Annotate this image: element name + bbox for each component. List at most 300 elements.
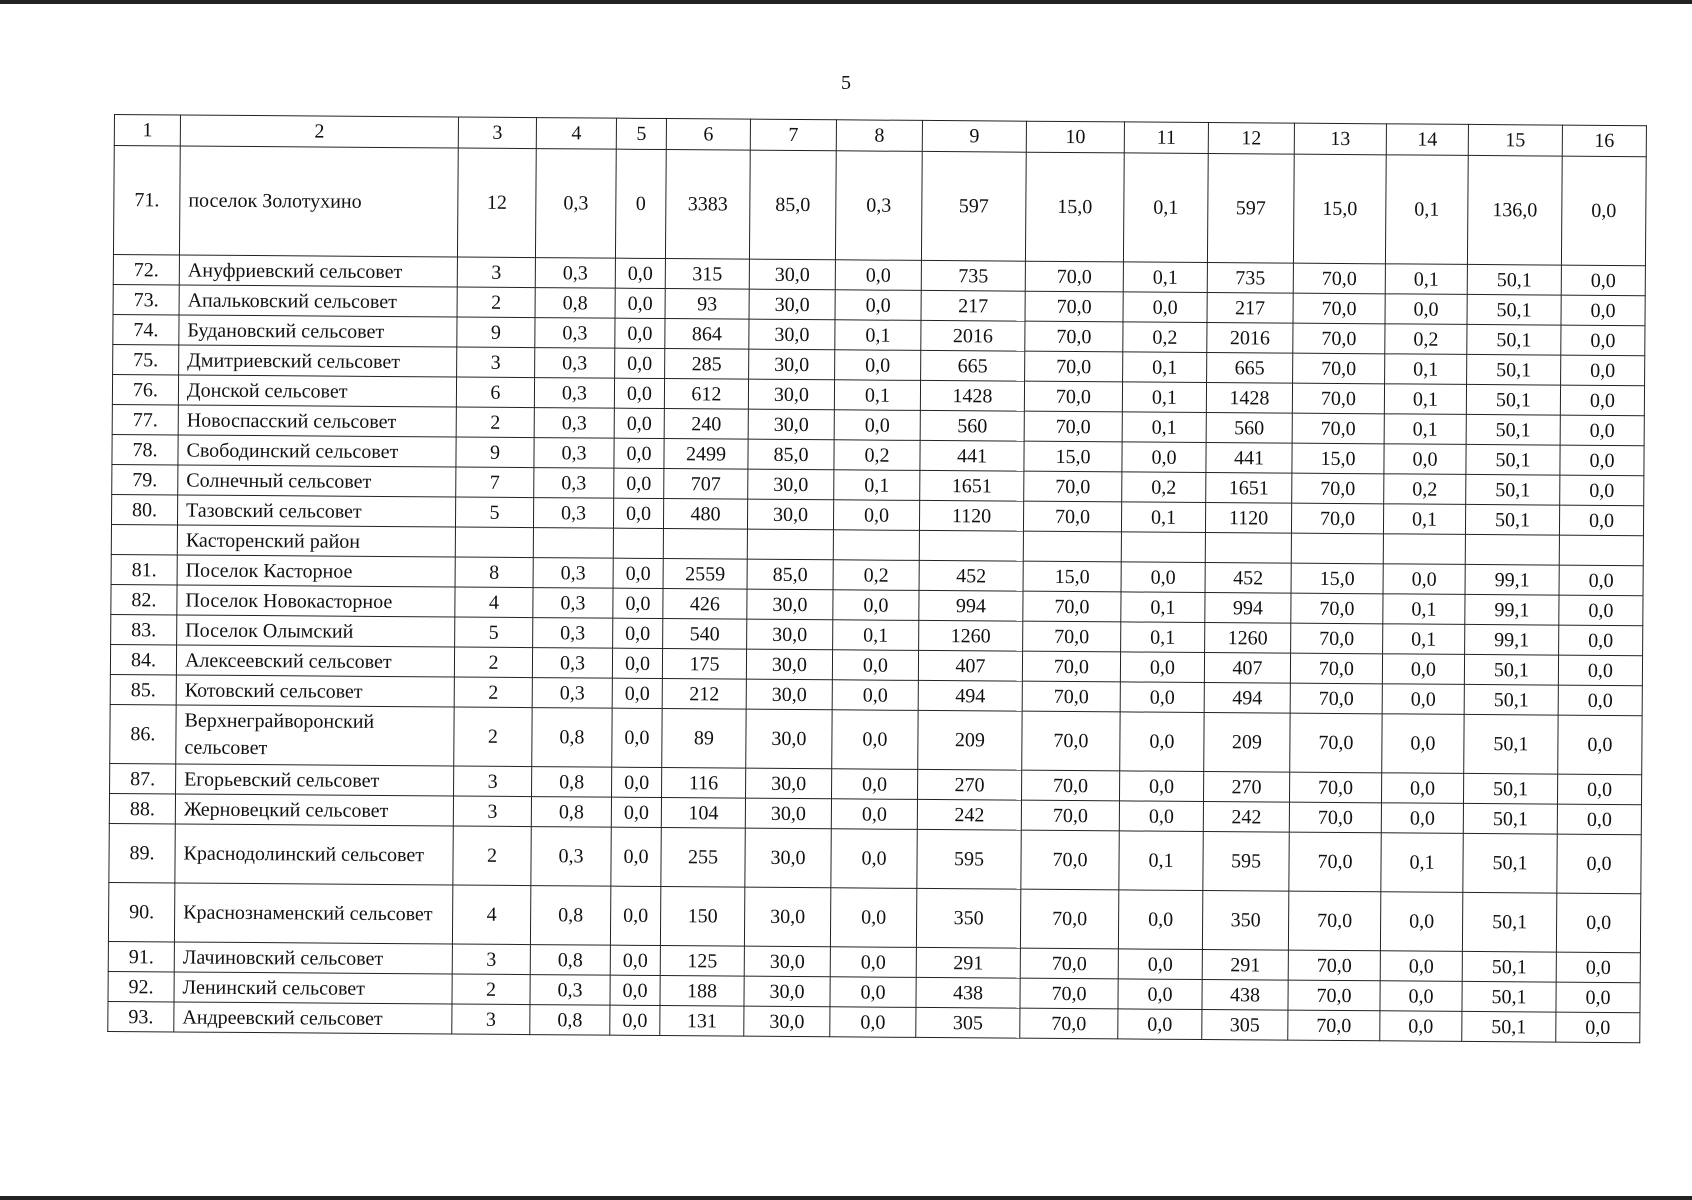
row-number-cell: 84. — [110, 644, 176, 674]
value-cell: 0,3 — [534, 408, 614, 439]
value-cell — [1465, 534, 1559, 565]
value-cell: 99,1 — [1465, 624, 1559, 655]
value-cell: 0,0 — [1121, 562, 1205, 593]
value-cell: 0,1 — [1381, 833, 1463, 893]
settlement-name-cell: Новоспасский сельсовет — [178, 405, 456, 437]
value-cell: 6 — [456, 377, 534, 408]
value-cell: 70,0 — [1024, 381, 1122, 412]
value-cell: 30,0 — [747, 619, 833, 650]
value-cell: 0,1 — [834, 470, 920, 501]
value-cell: 5 — [455, 497, 533, 528]
scan-edge-top — [0, 0, 1692, 4]
value-cell: 0,3 — [533, 588, 613, 619]
value-cell: 50,1 — [1465, 504, 1559, 535]
value-cell: 0,0 — [1119, 771, 1203, 802]
value-cell: 5 — [455, 617, 533, 648]
value-cell: 15,0 — [1023, 561, 1121, 592]
value-cell: 0,0 — [614, 438, 664, 468]
value-cell: 2 — [452, 974, 530, 1005]
value-cell: 0,1 — [1121, 592, 1205, 623]
value-cell: 0,3 — [533, 558, 613, 589]
value-cell: 50,1 — [1466, 444, 1560, 475]
column-number-cell: 16 — [1562, 125, 1646, 157]
value-cell: 2 — [457, 287, 535, 318]
value-cell: 0,0 — [830, 947, 916, 978]
value-cell: 116 — [662, 768, 746, 799]
row-number-cell: 89. — [109, 823, 175, 882]
value-cell: 407 — [918, 650, 1022, 681]
value-cell: 0,1 — [1383, 624, 1465, 655]
value-cell: 70,0 — [1021, 800, 1119, 831]
value-cell: 0,0 — [1380, 951, 1462, 982]
value-cell: 438 — [1202, 980, 1288, 1011]
value-cell: 1120 — [1205, 503, 1291, 534]
value-cell: 30,0 — [746, 649, 832, 680]
value-cell: 70,0 — [1291, 593, 1383, 624]
value-cell: 89 — [662, 709, 746, 769]
value-cell: 2016 — [1207, 323, 1293, 354]
value-cell: 0,0 — [1561, 265, 1645, 296]
value-cell: 0,0 — [833, 590, 919, 621]
row-number-cell: 73. — [113, 284, 179, 314]
value-cell: 0,0 — [1556, 982, 1640, 1013]
value-cell: 994 — [1205, 593, 1291, 624]
value-cell: 1428 — [920, 380, 1024, 411]
value-cell: 0,0 — [831, 829, 917, 889]
value-cell: 15,0 — [1292, 443, 1384, 474]
value-cell: 150 — [660, 887, 744, 947]
value-cell: 0,1 — [1385, 155, 1468, 265]
scan-edge-bottom — [0, 1196, 1692, 1200]
data-table — [107, 114, 1647, 1043]
value-cell: 0,2 — [1384, 474, 1466, 505]
value-cell: 70,0 — [1025, 321, 1123, 352]
settlement-name-cell: Поселок Олымский — [177, 615, 455, 647]
value-cell: 612 — [664, 379, 748, 410]
value-cell: 242 — [1203, 802, 1289, 833]
value-cell: 285 — [665, 349, 749, 380]
value-cell: 70,0 — [1020, 889, 1118, 949]
value-cell: 291 — [916, 947, 1020, 978]
value-cell: 70,0 — [1293, 323, 1385, 354]
value-cell: 0,1 — [1122, 412, 1206, 443]
value-cell: 0,1 — [1384, 384, 1466, 415]
value-cell: 70,0 — [1023, 501, 1121, 532]
value-cell: 0,0 — [1556, 893, 1640, 953]
row-number-cell: 76. — [112, 374, 178, 404]
column-number-cell: 3 — [458, 117, 536, 149]
row-number-cell — [111, 524, 177, 554]
row-number-cell: 90. — [108, 882, 174, 941]
value-cell: 0,1 — [833, 620, 919, 651]
value-cell: 217 — [921, 290, 1025, 321]
value-cell: 0,1 — [1122, 382, 1206, 413]
value-cell: 0,0 — [615, 318, 665, 348]
settlement-name-cell: Свободинский сельсовет — [178, 435, 456, 467]
value-cell: 0,0 — [1380, 892, 1462, 952]
value-cell: 0,0 — [1557, 774, 1641, 805]
value-cell: 50,1 — [1463, 803, 1557, 834]
value-cell: 1120 — [919, 500, 1023, 531]
value-cell: 0,0 — [833, 500, 919, 531]
value-cell: 15,0 — [1024, 441, 1122, 472]
row-number-cell: 80. — [111, 494, 177, 524]
row-number-cell: 83. — [111, 614, 177, 644]
value-cell: 70,0 — [1288, 980, 1380, 1011]
value-cell: 407 — [1204, 653, 1290, 684]
column-number-cell: 9 — [922, 120, 1026, 152]
value-cell: 0,0 — [613, 618, 663, 648]
value-cell: 0,0 — [1556, 952, 1640, 983]
value-cell: 494 — [1204, 683, 1290, 714]
value-cell: 0,3 — [530, 975, 610, 1006]
value-cell: 70,0 — [1020, 1008, 1118, 1039]
settlement-name-cell: поселок Золотухино — [179, 146, 458, 257]
value-cell: 0,0 — [1559, 565, 1643, 596]
value-cell: 50,1 — [1467, 324, 1561, 355]
value-cell: 0,0 — [1123, 292, 1207, 323]
value-cell — [533, 528, 613, 559]
value-cell: 3 — [457, 257, 535, 288]
column-number-cell: 12 — [1208, 123, 1294, 155]
column-number-cell: 13 — [1294, 123, 1386, 155]
column-number-cell: 4 — [536, 118, 616, 150]
row-number-cell: 88. — [109, 793, 175, 823]
value-cell: 0,0 — [1561, 325, 1645, 356]
value-cell: 85,0 — [747, 559, 833, 590]
value-cell: 70,0 — [1020, 978, 1118, 1009]
value-cell: 0,0 — [1383, 564, 1465, 595]
settlement-name-cell: Верхнеграйворонский сельсовет — [176, 705, 454, 766]
value-cell: 131 — [660, 1006, 744, 1037]
table-row — [113, 146, 1646, 266]
value-cell: 70,0 — [1021, 830, 1119, 890]
value-cell: 70,0 — [1289, 832, 1381, 892]
value-cell: 0,2 — [833, 560, 919, 591]
value-cell: 0,1 — [1123, 153, 1208, 263]
value-cell: 9 — [457, 317, 535, 348]
value-cell — [1383, 534, 1465, 565]
row-number-cell: 86. — [110, 704, 176, 763]
value-cell: 665 — [921, 350, 1025, 381]
value-cell: 70,0 — [1022, 651, 1120, 682]
value-cell: 0,0 — [610, 975, 660, 1005]
value-cell: 0,3 — [532, 648, 612, 679]
value-cell — [1121, 532, 1205, 563]
value-cell: 0 — [615, 149, 666, 258]
value-cell: 104 — [661, 798, 745, 829]
value-cell: 30,0 — [748, 379, 834, 410]
settlement-name-cell: Лачиновский сельсовет — [174, 942, 452, 974]
value-cell: 0,0 — [1559, 505, 1643, 536]
value-cell: 1260 — [1205, 623, 1291, 654]
value-cell: 0,0 — [1380, 981, 1462, 1012]
value-cell: 50,1 — [1462, 892, 1556, 952]
value-cell: 0,1 — [1385, 264, 1467, 295]
value-cell: 560 — [920, 410, 1024, 441]
row-number-cell: 75. — [113, 344, 179, 374]
value-cell: 209 — [1204, 713, 1290, 773]
value-cell: 864 — [665, 319, 749, 350]
value-cell: 30,0 — [744, 946, 830, 977]
value-cell: 0,2 — [1122, 472, 1206, 503]
value-cell: 125 — [660, 946, 744, 977]
value-cell: 0,0 — [613, 558, 663, 588]
value-cell: 0,0 — [831, 769, 917, 800]
value-cell: 0,0 — [834, 410, 920, 441]
value-cell: 0,0 — [1382, 714, 1464, 774]
value-cell: 0,3 — [533, 618, 613, 649]
value-cell: 441 — [1206, 443, 1292, 474]
value-cell: 30,0 — [745, 798, 831, 829]
value-cell: 0,8 — [530, 945, 610, 976]
value-cell: 0,0 — [1122, 442, 1206, 473]
value-cell: 0,1 — [1121, 502, 1205, 533]
value-cell: 70,0 — [1293, 293, 1385, 324]
value-cell: 30,0 — [744, 1006, 830, 1037]
value-cell: 1260 — [919, 620, 1023, 651]
value-cell: 438 — [916, 977, 1020, 1008]
value-cell: 0,0 — [1382, 654, 1464, 685]
row-number-cell: 82. — [111, 584, 177, 614]
value-cell: 270 — [917, 769, 1021, 800]
value-cell: 0,0 — [615, 258, 665, 288]
value-cell: 70,0 — [1288, 1010, 1380, 1041]
value-cell: 3 — [454, 766, 532, 797]
value-cell: 30,0 — [746, 768, 832, 799]
value-cell: 70,0 — [1022, 711, 1120, 771]
value-cell: 3 — [453, 796, 531, 827]
value-cell: 70,0 — [1292, 473, 1384, 504]
value-cell: 242 — [917, 799, 1021, 830]
value-cell: 50,1 — [1464, 714, 1558, 774]
value-cell: 0,0 — [1382, 684, 1464, 715]
value-cell: 0,0 — [612, 678, 662, 708]
value-cell: 12 — [457, 148, 536, 258]
column-number-cell: 5 — [616, 118, 666, 149]
value-cell: 30,0 — [746, 709, 832, 769]
value-cell: 1651 — [1206, 473, 1292, 504]
value-cell: 2 — [453, 826, 531, 886]
value-cell: 0,2 — [1385, 324, 1467, 355]
value-cell: 30,0 — [749, 289, 835, 320]
value-cell: 0,3 — [532, 678, 612, 709]
value-cell: 480 — [663, 499, 747, 530]
settlement-name-cell: Ленинский сельсовет — [174, 972, 452, 1004]
value-cell: 0,0 — [1559, 595, 1643, 626]
value-cell: 30,0 — [748, 469, 834, 500]
value-cell: 0,0 — [1557, 834, 1641, 894]
value-cell: 0,0 — [1561, 156, 1646, 266]
value-cell: 0,0 — [1119, 801, 1203, 832]
value-cell: 994 — [919, 590, 1023, 621]
settlement-name-cell: Поселок Касторное — [177, 555, 455, 587]
row-number-cell: 77. — [112, 404, 178, 434]
value-cell: 99,1 — [1465, 594, 1559, 625]
value-cell: 291 — [1202, 950, 1288, 981]
value-cell: 270 — [1203, 772, 1289, 803]
value-cell: 595 — [917, 829, 1021, 889]
value-cell: 0,1 — [1119, 831, 1203, 891]
value-cell: 2016 — [921, 320, 1025, 351]
value-cell: 0,0 — [835, 350, 921, 381]
column-number-cell: 8 — [836, 120, 922, 152]
value-cell: 0,0 — [613, 588, 663, 618]
value-cell: 50,1 — [1466, 414, 1560, 445]
value-cell: 30,0 — [745, 828, 831, 888]
value-cell: 30,0 — [749, 349, 835, 380]
value-cell: 212 — [662, 679, 746, 710]
value-cell: 0,3 — [534, 438, 614, 469]
value-cell: 70,0 — [1023, 591, 1121, 622]
value-cell: 0,0 — [835, 290, 921, 321]
settlement-name-cell: Егорьевский сельсовет — [176, 764, 454, 796]
value-cell: 70,0 — [1289, 772, 1381, 803]
value-cell: 305 — [1202, 1009, 1288, 1040]
value-cell: 30,0 — [748, 409, 834, 440]
value-cell: 494 — [918, 680, 1022, 711]
value-cell: 0,0 — [1561, 355, 1645, 386]
value-cell: 70,0 — [1290, 713, 1382, 773]
value-cell: 0,1 — [835, 320, 921, 351]
value-cell: 0,1 — [1121, 622, 1205, 653]
value-cell: 0,0 — [1120, 712, 1204, 772]
value-cell: 707 — [664, 469, 748, 500]
value-cell: 597 — [921, 151, 1026, 261]
row-number-cell: 85. — [110, 674, 176, 704]
value-cell: 0,0 — [614, 408, 664, 438]
value-cell: 3 — [452, 944, 530, 975]
value-cell: 3383 — [665, 150, 750, 260]
settlement-name-cell: Донской сельсовет — [178, 375, 456, 407]
value-cell: 0,0 — [615, 288, 665, 318]
settlement-name-cell: Будановский сельсовет — [179, 315, 457, 347]
value-cell: 0,0 — [612, 708, 662, 767]
value-cell: 70,0 — [1292, 383, 1384, 414]
settlement-name-cell: Краснознаменский сельсовет — [174, 883, 452, 944]
value-cell: 136,0 — [1467, 155, 1562, 265]
value-cell — [833, 530, 919, 561]
value-cell: 0,0 — [610, 886, 660, 945]
column-number-cell: 7 — [750, 119, 836, 151]
row-number-cell: 79. — [112, 464, 178, 494]
value-cell: 426 — [663, 589, 747, 620]
value-cell: 188 — [660, 976, 744, 1007]
value-cell: 50,1 — [1467, 354, 1561, 385]
value-cell: 0,0 — [610, 1005, 660, 1035]
settlement-name-cell: Алексеевский сельсовет — [176, 645, 454, 677]
value-cell — [455, 527, 533, 558]
value-cell: 70,0 — [1025, 351, 1123, 382]
value-cell: 0,0 — [1120, 682, 1204, 713]
value-cell: 3 — [457, 347, 535, 378]
value-cell: 0,8 — [530, 1005, 610, 1036]
row-number-cell: 91. — [108, 941, 174, 971]
value-cell: 0,3 — [535, 318, 615, 349]
value-cell: 0,3 — [535, 149, 616, 259]
value-cell — [663, 529, 747, 560]
value-cell: 70,0 — [1292, 413, 1384, 444]
value-cell: 70,0 — [1290, 683, 1382, 714]
value-cell: 1428 — [1206, 383, 1292, 414]
value-cell: 70,0 — [1293, 263, 1385, 294]
value-cell: 0,0 — [1558, 655, 1642, 686]
value-cell: 315 — [665, 259, 749, 290]
value-cell: 0,0 — [1560, 385, 1644, 416]
value-cell: 0,0 — [1380, 1011, 1462, 1042]
value-cell: 0,0 — [615, 348, 665, 378]
value-cell: 0,0 — [1558, 685, 1642, 716]
value-cell — [919, 530, 1023, 561]
value-cell: 15,0 — [1293, 154, 1386, 264]
value-cell: 0,0 — [832, 710, 918, 770]
value-cell: 2 — [454, 677, 532, 708]
value-cell: 15,0 — [1025, 152, 1124, 262]
value-cell: 0,0 — [830, 1007, 916, 1038]
value-cell: 0,8 — [530, 886, 610, 946]
settlement-name-cell: Жерновецкий сельсовет — [175, 794, 453, 826]
value-cell: 70,0 — [1025, 261, 1123, 292]
value-cell: 50,1 — [1464, 684, 1558, 715]
value-cell: 9 — [456, 437, 534, 468]
value-cell: 240 — [664, 409, 748, 440]
row-number-cell: 93. — [108, 1001, 174, 1031]
row-number-cell: 87. — [110, 763, 176, 793]
value-cell: 0,0 — [1558, 715, 1642, 775]
value-cell: 350 — [1202, 891, 1288, 951]
value-cell: 0,8 — [535, 288, 615, 319]
value-cell: 0,3 — [531, 827, 611, 887]
value-cell: 0,0 — [1560, 475, 1644, 506]
value-cell: 175 — [662, 649, 746, 680]
value-cell: 7 — [456, 467, 534, 498]
value-cell: 70,0 — [1023, 621, 1121, 652]
value-cell: 30,0 — [744, 976, 830, 1007]
value-cell: 0,0 — [1560, 415, 1644, 446]
row-number-cell: 74. — [113, 314, 179, 344]
value-cell: 2499 — [664, 439, 748, 470]
value-cell: 0,0 — [1385, 294, 1467, 325]
value-cell: 30,0 — [749, 259, 835, 290]
value-cell: 0,2 — [1123, 322, 1207, 353]
value-cell: 4 — [455, 587, 533, 618]
value-cell: 350 — [916, 888, 1020, 948]
value-cell — [1291, 533, 1383, 564]
row-number-cell: 71. — [113, 146, 180, 255]
value-cell: 70,0 — [1293, 353, 1385, 384]
column-number-cell: 11 — [1124, 122, 1208, 154]
value-cell: 0,8 — [532, 767, 612, 798]
value-cell: 0,0 — [612, 648, 662, 678]
value-cell: 0,0 — [832, 680, 918, 711]
value-cell: 0,0 — [1118, 979, 1202, 1010]
value-cell: 0,1 — [1383, 504, 1465, 535]
value-cell: 0,1 — [1385, 354, 1467, 385]
value-cell: 665 — [1207, 353, 1293, 384]
value-cell: 0,0 — [611, 797, 661, 827]
value-cell: 0,8 — [532, 708, 612, 768]
value-cell: 50,1 — [1462, 1011, 1556, 1042]
value-cell — [1559, 535, 1643, 566]
value-cell: 0,0 — [1559, 625, 1643, 656]
value-cell: 2 — [456, 407, 534, 438]
value-cell: 0,3 — [535, 258, 615, 289]
value-cell: 305 — [916, 1007, 1020, 1038]
value-cell: 452 — [1205, 563, 1291, 594]
value-cell: 0,2 — [834, 440, 920, 471]
column-number-cell: 6 — [666, 119, 750, 151]
value-cell: 0,0 — [1118, 890, 1202, 950]
